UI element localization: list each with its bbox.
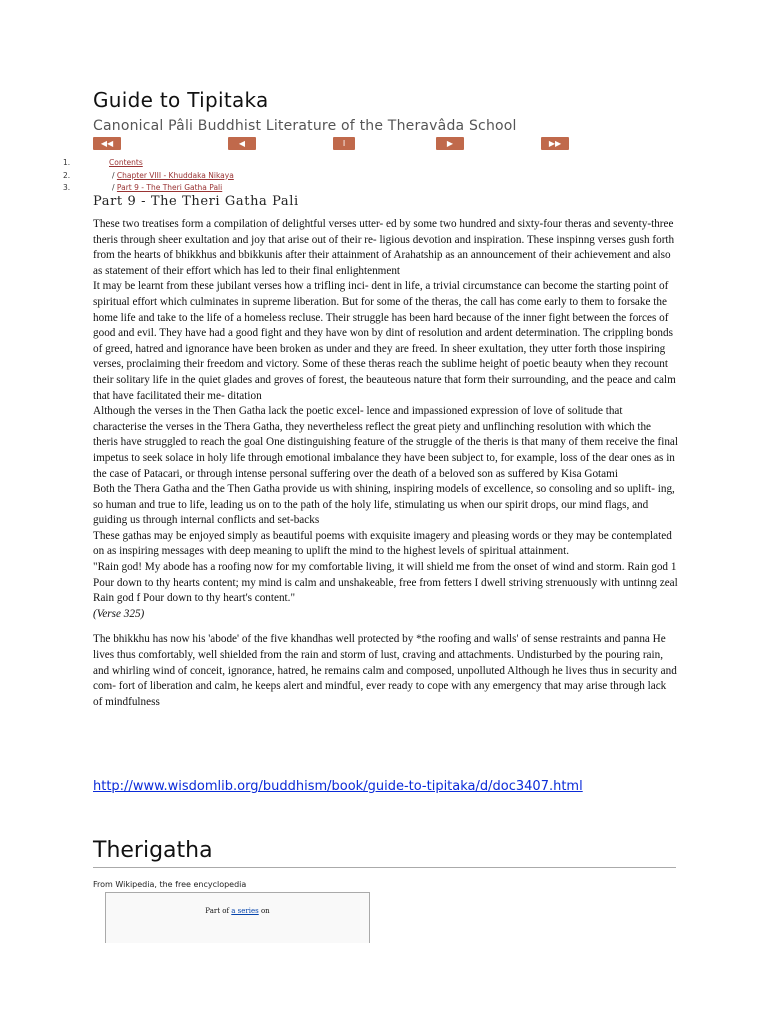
index-button[interactable]: I [333,137,355,150]
quote-paragraph: "Rain god! My abode has a roofing now for my comfortable living, it will shield me from the onset of wind and storm. Rain god 1 Pour down to thy hearts content; my mind is calm and unshakeable, free from fetters I dwell striving strenuously with untinng zeal Rain god f Pour down to thy heart's content." [93,561,678,605]
infobox-series-link[interactable]: a series [231,907,259,915]
infobox-prefix: Part of [205,907,232,915]
breadcrumb-number: 3. [63,183,71,192]
verse-reference: (Verse 325) [93,607,145,620]
paragraph: Although the verses in the Then Gatha lack the poetic excel- lence and impassioned expression of love of solitude that characterise the verses in the Thera Gatha, they nevertheless reflect the great piety and unflinching resolution with which the theris have struggled to reach the goal One distinguishing feature of the struggle of the theris is that many of them receive the final impetus to seek solace in holy life through emotional imbalance they have been subject to, for example, loss of the dear ones as in the case of Patacari, or through intense personal suffering over the death of a beloved son as suffered by Kisa Gotami [93,405,678,480]
paragraph: These gathas may be enjoyed simply as beautiful poems with exquisite imagery and pleasing words or they may be contemplated on as inspiring messages with deep meaning to uplift the mind to the highest levels of spiritual attainment. [93,529,672,558]
article-body [93,217,678,710]
closing-paragraph: The bhikkhu has now his 'abode' of the five khandhas well protected by *the roofing and walls' of sense restraints and panna He lives thus comfortably, well shielded from the rain and storm of lust, craving and attachments. Undisturbed by the pouring rain, and whirling wind of conceit, ignorance, hatred, he remains calm and composed, unpolluted Although he lives thus in security and com- fort of liberation and calm, he keeps alert and mindful, ever ready to cope with any emergency that may arise through lack of mindfulness [93,633,677,708]
wiki-source-note: From Wikipedia, the free encyclopedia [93,880,247,889]
breadcrumb-link-part[interactable]: Part 9 - The Theri Gatha Pali [116,183,223,192]
first-page-button[interactable]: ◀◀ [93,137,121,150]
paragraph: These two treatises form a compilation of delightful verses utter- ed by some two hundred and sixty-four theras and seventy-three theris through sheer exultation and joy that arise out of their re- ligious devotion and inspiration. These inspinng verses gush forth from the hearts of bhikkhus and bbikkunis after their attainment of Arahatship as an announcement of their achievement and also as statement of their effort which has led to their final enlightenment [93,218,675,277]
breadcrumb-separator: / [112,170,117,180]
breadcrumb-number: 1. [63,158,71,167]
paragraph: It may be learnt from these jubilant verses how a trifling inci- dent in life, a trivial circumstance can become the starting point of spiritual effort which culminates in supreme liberation. But for some of the theras, the call has come early to them to forsake the home life and take to the life of a homeless recluse. Their struggle has been hard because of the inner fight between the forces of good and evil. They have had a good fight and they have won by dint of resolution and ardent determination. The crippling bonds of greed, hatred and ignorance have been broken as under and they are freed. In sheer exultation, they utter forth those inspiring verses, proclaiming their freedom and victory. Some of these theras reach the sublime height of poetic beauty when they recount their solitary life in the quiet glades and groves of forest, the beauteous nature that form their surrounding, and the peace and calm that have facilitated their me- ditation [93,280,676,402]
last-page-button[interactable]: ▶▶ [541,137,569,150]
breadcrumb-link-contents[interactable]: Contents [109,158,143,167]
source-link[interactable]: http://www.wisdomlib.org/buddhism/book/guide-to-tipitaka/d/doc3407.html [93,779,583,794]
nav-bar [93,137,678,151]
next-page-button[interactable]: ▶ [436,137,464,150]
page-subtitle: Canonical Pâli Buddhist Literature of the Theravâda School [93,118,517,134]
previous-page-button[interactable]: ◀ [228,137,256,150]
infobox-suffix: on [258,907,270,915]
breadcrumb-number: 2. [63,170,71,180]
section-title: Part 9 - The Theri Gatha Pali [93,194,299,209]
page-title: Guide to Tipitaka [93,88,269,112]
paragraph: Both the Thera Gatha and the Then Gatha provide us with shining, inspiring models of excellence, so consoling and so uplift- ing, so human and true to life, leading us on to the path of the holy life, stimulating us when our spirit drops, our mind flags, and guiding us through internal conflicts and set-backs [93,483,675,527]
breadcrumb-separator: / [112,183,117,192]
infobox [105,892,370,943]
infobox-caption [106,907,369,915]
wiki-heading: Therigatha [93,838,676,868]
breadcrumb-link-chapter[interactable]: Chapter VIII - Khuddaka Nikaya [116,170,234,180]
